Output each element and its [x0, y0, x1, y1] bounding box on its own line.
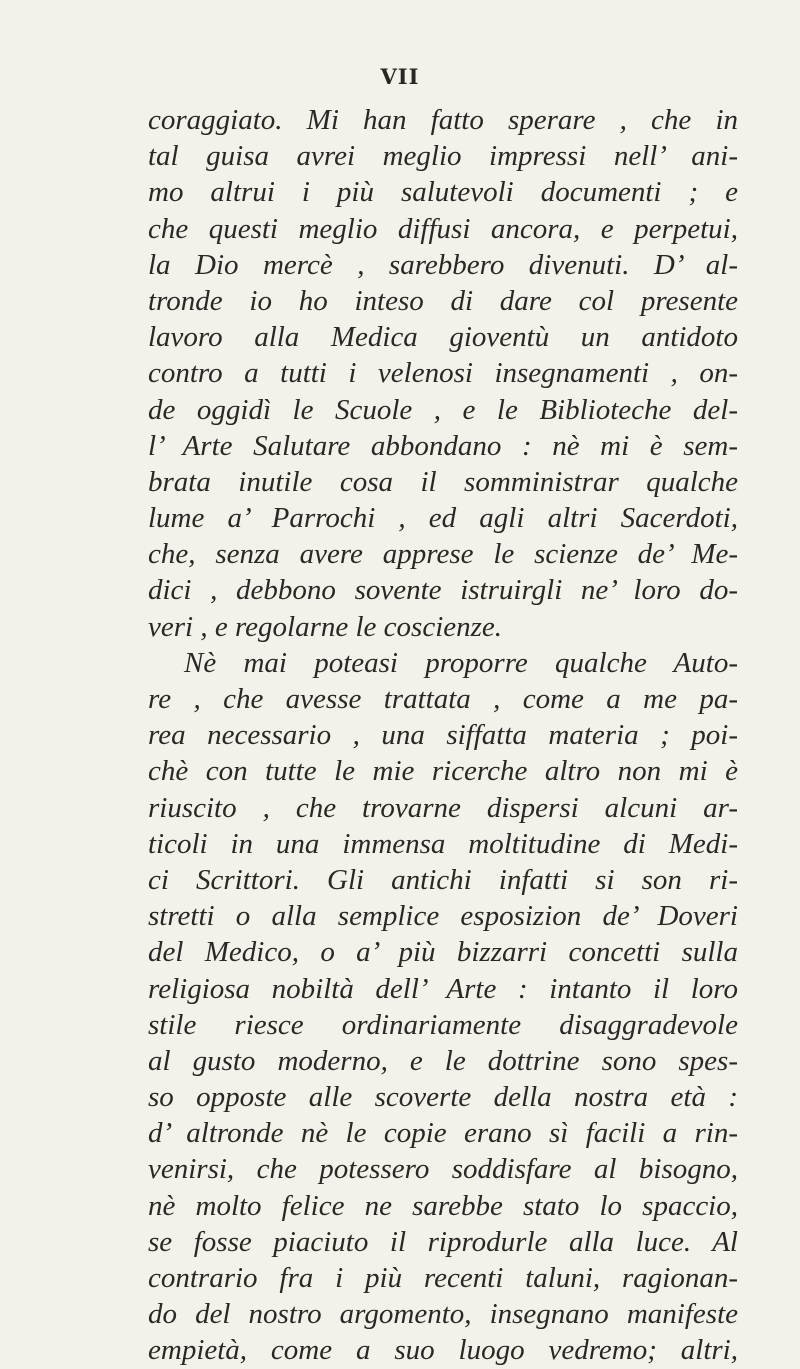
text-line: tal guisa avrei meglio impressi nell’ ani- [148, 140, 738, 173]
text-line: al gusto moderno, e le dottrine sono spes- [148, 1044, 738, 1077]
text-line: veri , e regolarne le coscienze. [148, 610, 503, 643]
text-line: dici , debbono sovente istruirgli ne’ loro do- [148, 574, 738, 607]
text-line: che, senza avere apprese le scienze de’ Me- [148, 538, 738, 571]
text-line: contro a tutti i velenosi insegnamenti , on- [148, 357, 738, 390]
text-line: so opposte alle scoverte della nostra età : [148, 1081, 738, 1114]
text-line: contrario fra i più recenti taluni, ragionan- [148, 1262, 738, 1294]
text-line: empietà, come a suo luogo vedremo; altri, [148, 1334, 738, 1367]
text-line: mo altrui i più salutevoli documenti ; e [148, 176, 738, 209]
text-line: tronde io ho inteso di dare col presente [148, 284, 738, 317]
text-line: rea necessario , una siffatta materia ; poi- [148, 719, 738, 752]
text-line: nè molto felice ne sarebbe stato lo spaccio, [148, 1189, 738, 1222]
text-line: ci Scrittori. Gli antichi infatti si son ri- [148, 863, 738, 896]
text-line: chè con tutte le mie ricerche altro non mi è [148, 755, 738, 788]
text-line: lume a’ Parrochi , ed agli altri Sacerdoti, [148, 502, 738, 535]
text-line: ticoli in una immensa moltitudine di Medi- [148, 827, 738, 860]
text-line: d’ altronde nè le copie erano sì facili a rin- [148, 1117, 738, 1150]
text-line: la Dio mercè , sarebbero divenuti. D’ al- [148, 248, 738, 281]
text-line: re , che avesse trattata , come a me pa- [148, 683, 738, 715]
text-line: riuscito , che trovarne dispersi alcuni ar- [148, 791, 738, 824]
text-line: venirsi, che potessero soddisfare al bisogno, [148, 1153, 738, 1186]
text-line: che questi meglio diffusi ancora, e perpetui, [148, 212, 738, 245]
body-text [148, 102, 738, 1369]
text-line: lavoro alla Medica gioventù un antidoto [148, 321, 738, 354]
text-line: coraggiato. Mi han fatto sperare , che in [148, 104, 738, 136]
text-line: de oggidì le Scuole , e le Biblioteche del- [148, 393, 738, 426]
page-number: VII [380, 64, 420, 89]
text-line: do del nostro argomento, insegnano manifeste [148, 1298, 738, 1331]
text-line: l’ Arte Salutare abbondano : nè mi è sem- [148, 429, 738, 462]
text-line: religiosa nobiltà dell’ Arte : intanto il loro [148, 972, 738, 1005]
text-line: stretti o alla semplice esposizion de’ Doveri [148, 900, 738, 933]
text-line: stile riesce ordinariamente disaggradevole [148, 1008, 738, 1041]
text-line: se fosse piaciuto il riprodurle alla luce. Al [148, 1225, 738, 1258]
text-line: brata inutile cosa il somministrar qualche [148, 465, 738, 498]
text-line: del Medico, o a’ più bizzarri concetti sulla [148, 936, 738, 969]
text-line: Nè mai poteasi proporre qualche Auto- [184, 646, 738, 679]
